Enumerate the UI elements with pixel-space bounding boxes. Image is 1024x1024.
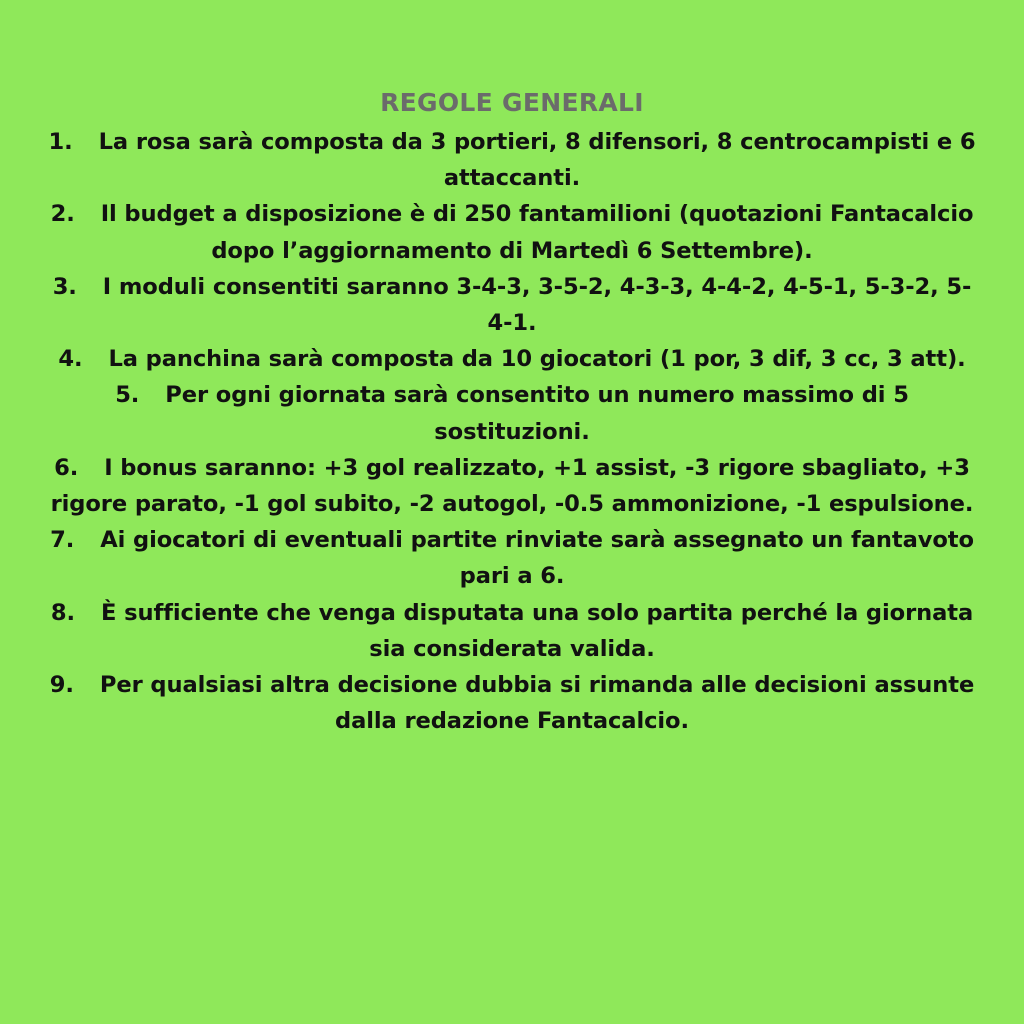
rule-text: La panchina sarà composta da 10 giocatori (1 por, 3 dif, 3 cc, 3 att). — [108, 346, 966, 373]
rule-item — [42, 595, 982, 667]
rule-item — [42, 667, 982, 739]
rule-number: 6. — [54, 454, 79, 481]
rule-number: 8. — [50, 599, 76, 626]
rule-number: 5. — [115, 382, 140, 409]
rule-number: 3. — [52, 273, 77, 300]
rule-item — [42, 522, 982, 594]
rule-text: Per ogni giornata sarà consentito un numero massimo di 5 sostituzioni. — [165, 382, 909, 445]
rule-item — [42, 377, 982, 449]
rule-text: I bonus saranno: +3 gol realizzato, +1 assist, -3 rigore sbagliato, +3 rigore parato, -1 gol subito, -2 autogol, -0.5 ammonizione, -1 espulsione. — [50, 454, 974, 518]
rule-number: 2. — [50, 201, 75, 228]
rule-text: Il budget a disposizione è di 250 fantamilioni (quotazioni Fantacalcio dopo l’aggiornamento di Martedì 6 Settembre). — [100, 201, 974, 264]
rule-number: 4. — [58, 346, 83, 373]
rule-item — [42, 450, 982, 522]
rule-text: La rosa sarà composta da 3 portieri, 8 difensori, 8 centrocampisti e 6 attaccanti. — [98, 129, 976, 192]
rule-number: 7. — [50, 527, 75, 554]
rule-item — [42, 269, 982, 341]
rule-item — [42, 196, 982, 268]
rule-text: I moduli consentiti saranno 3-4-3, 3-5-2, 4-3-3, 4-4-2, 4-5-1, 5-3-2, 5-4-1. — [102, 273, 972, 337]
rule-number: 9. — [49, 672, 74, 699]
rule-text: È sufficiente che venga disputata una solo partita perché la giornata sia considerata valida. — [101, 599, 974, 662]
rules-list — [42, 124, 982, 739]
rule-number: 1. — [48, 129, 73, 155]
rule-text: Per qualsiasi altra decisione dubbia si rimanda alle decisioni assunte dalla redazione Fantacalcio. — [99, 672, 975, 735]
rule-text: Ai giocatori di eventuali partite rinviate sarà assegnato un fantavoto pari a 6. — [100, 527, 974, 590]
page-title: REGOLE GENERALI — [380, 88, 644, 117]
rule-item — [42, 341, 982, 377]
rule-item — [42, 124, 982, 196]
